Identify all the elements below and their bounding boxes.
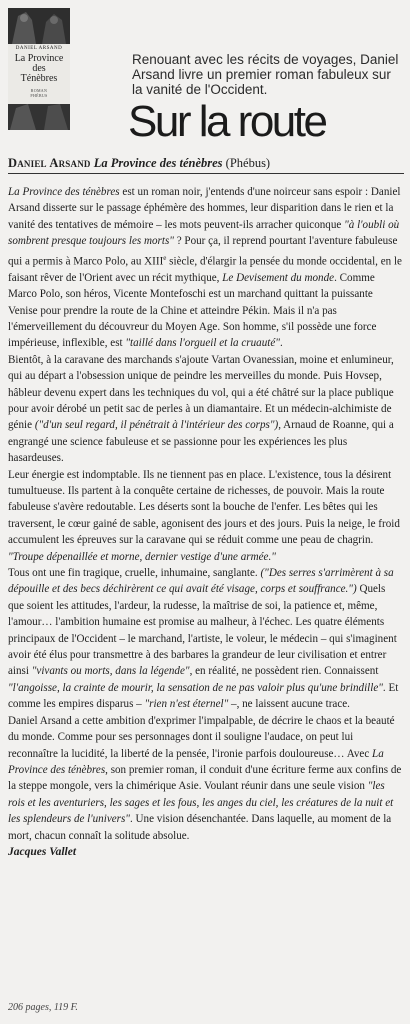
- text-run: siècle, d'élargir la pensée du monde occidental, en le faisant rêver de l'Orient avec un récit mythique,: [8, 255, 402, 284]
- text-run: –, ne laissent aucune trace.: [228, 698, 350, 711]
- cover-publisher-line: ROMAN: [30, 88, 48, 93]
- article-lede: Renouant avec les récits de voyages, Daniel Arsand livre un premier roman fabuleux sur la vanité de l'Occident.: [132, 52, 399, 97]
- text-run: , Arnaud de Roanne, qui a engrangé une science fabuleuse et se passionne pour les expériences les plus hasardeuses.: [8, 419, 394, 465]
- text-run: Quels que soient les attitudes, l'ardeur, la rudesse, la maîtrise de soi, la patience et, même, l'amour… l'ambition humaine est promise au malheur, à l'échec. Les quatre éléments principaux de l'Occident – le marchand, l'artiste, le voleur, le médecin – qui s'imaginent avoir été élus pour transmettre à des barbares la grandeur de leur civilisation et entrer ainsi: [8, 583, 397, 678]
- paragraph-1: [8, 184, 404, 352]
- byline-publisher: (Phébus): [225, 156, 271, 170]
- byline-author: Daniel Arsand: [8, 156, 91, 170]
- superscript: e: [163, 253, 167, 262]
- quote: "les rois et les aventuriers, les sages et les fous, les anges du ciel, les créatures de la nuit et les splendeurs de l'univers": [8, 780, 394, 826]
- text-run: est un roman noir, j'entends d'une noirceur sans espoir : Daniel Arsand disserte sur le passage éphémère des hommes, leur disparition dans le rien et la vanité des tentatives de mémoire – les mots peuvent-ils arracher quiconque: [8, 186, 401, 231]
- text-run: . Et comme les empires disparus –: [8, 681, 399, 711]
- cover-publisher: [8, 88, 70, 98]
- text-run: , son premier roman, il conduit d'une écriture ferme aux confins de la steppe mongole, vers la chimérique Asie. Voulant réunir dans une seule vision: [8, 763, 402, 793]
- cover-title: [8, 54, 70, 84]
- text-run: Daniel Arsand a cette ambition d'exprimer l'impalpable, de décrire le chaos et la beauté du monde. Comme pour ses personnages dont il souligne l'audace, on peut lui reconnaître la lucidité, la liberté de la pensée, l'ironie parfois douloureuse… Avec: [8, 714, 395, 760]
- byline-book-title: La Province des ténèbres: [93, 156, 223, 170]
- text-run: .: [279, 337, 283, 350]
- quote: "à l'oubli où sombrent presque toujours les morts": [8, 218, 400, 248]
- book-cover: [8, 8, 70, 130]
- paragraph-3: [8, 467, 404, 565]
- byline-divider: [8, 173, 404, 174]
- text-run: Bientôt, à la caravane des marchands s'ajoute Vartan Ovanessian, moine et enlumineur, qui au départ a l'obsession unique de peindre les merveilles du monde. Puis Hovsep, hâbleur devenu expert dans les techniques du vol, qui a été châtré sur la place publique pour avoir dérobé un petit sac de perles à un diamantaire. Et un médecin-alchimiste de génie: [8, 353, 394, 432]
- quote: "Troupe dépenaillée et morne, dernier vestige d'une armée.": [8, 550, 276, 563]
- text-run: Tous ont une fin tragique, cruelle, inhumaine, sanglante.: [8, 567, 261, 580]
- paragraph-5: [8, 713, 404, 844]
- book-title-ref: La Province des ténèbres: [8, 186, 120, 198]
- cover-title-line: La Province: [14, 53, 64, 64]
- text-run: . Une vision désenchantée. Dans laquelle, au moment de la mort, chacun connaît la solitude absolue.: [8, 813, 392, 842]
- quote: "l'angoisse, la crainte de mourir, la sensation de ne pas valoir plus qu'une brindille": [8, 681, 383, 694]
- paragraph-4: [8, 565, 404, 713]
- paragraph-2: [8, 352, 404, 467]
- book-title-ref: La Province des ténèbres: [8, 747, 384, 776]
- quote: ("Des serres s'arrimèrent à sa dépouille et des becs déchirèrent ce qui avait été visage, corps et souffrance."): [8, 567, 394, 596]
- cover-title-line: des: [32, 63, 46, 74]
- text-run: Leur énergie est indomptable. Ils ne tiennent pas en place. L'existence, tous la désirent tumultueuse. Ils partent à la conquête certaine de richesses, de pouvoir. Mais la route fabuleuse s'avère redoutable. Les déserts sont la bouche de l'enfer. Les bêtes qui les traversent, le cœur gainé de sable, agonisent des jours et des jours. Puis la neige, le froid accumulent les épreuves sur la caravane qui se réduit comme une peau de chagrin.: [8, 468, 400, 547]
- text-run: . Comme Marco Polo, son héros, Vicente Montefoschi est un marchand quittant la puissante Venise pour prendre la route de la Chine et atteindre Pékin. Mais il n'a pas l'émerveillement du découvreur du Moyen Age. Son homme, s'il possède une force impérieuse, inflexible, est: [8, 271, 377, 350]
- byline: [8, 156, 404, 170]
- cover-title-line: Ténèbres: [20, 73, 58, 84]
- text-run: ? Pour ça, il reprend pourtant l'aventure fabuleuse qui a permis à Marco Polo, au XIII: [8, 235, 398, 268]
- text-run: , en réalité, ne possèdent rien. Connaissent: [189, 665, 379, 678]
- cover-publisher-line: PHÉBUS: [30, 93, 48, 98]
- quote: "rien n'est éternel": [144, 698, 229, 711]
- quote: "vivants ou morts, dans la légende": [31, 665, 190, 678]
- cover-author: DANIEL ARSAND: [15, 46, 63, 51]
- book-info-footer: 206 pages, 119 F.: [8, 1002, 78, 1013]
- quote: ("d'un seul regard, il pénétrait à l'intérieur des corps"): [34, 419, 279, 432]
- article-body: [8, 184, 404, 860]
- article-signature: Jacques Vallet: [8, 845, 77, 858]
- quote: "taillé dans l'orgueil et la cruauté": [125, 337, 280, 350]
- book-title-ref: Le Devisement du monde: [222, 271, 335, 284]
- article-headline: Sur la route: [128, 97, 326, 146]
